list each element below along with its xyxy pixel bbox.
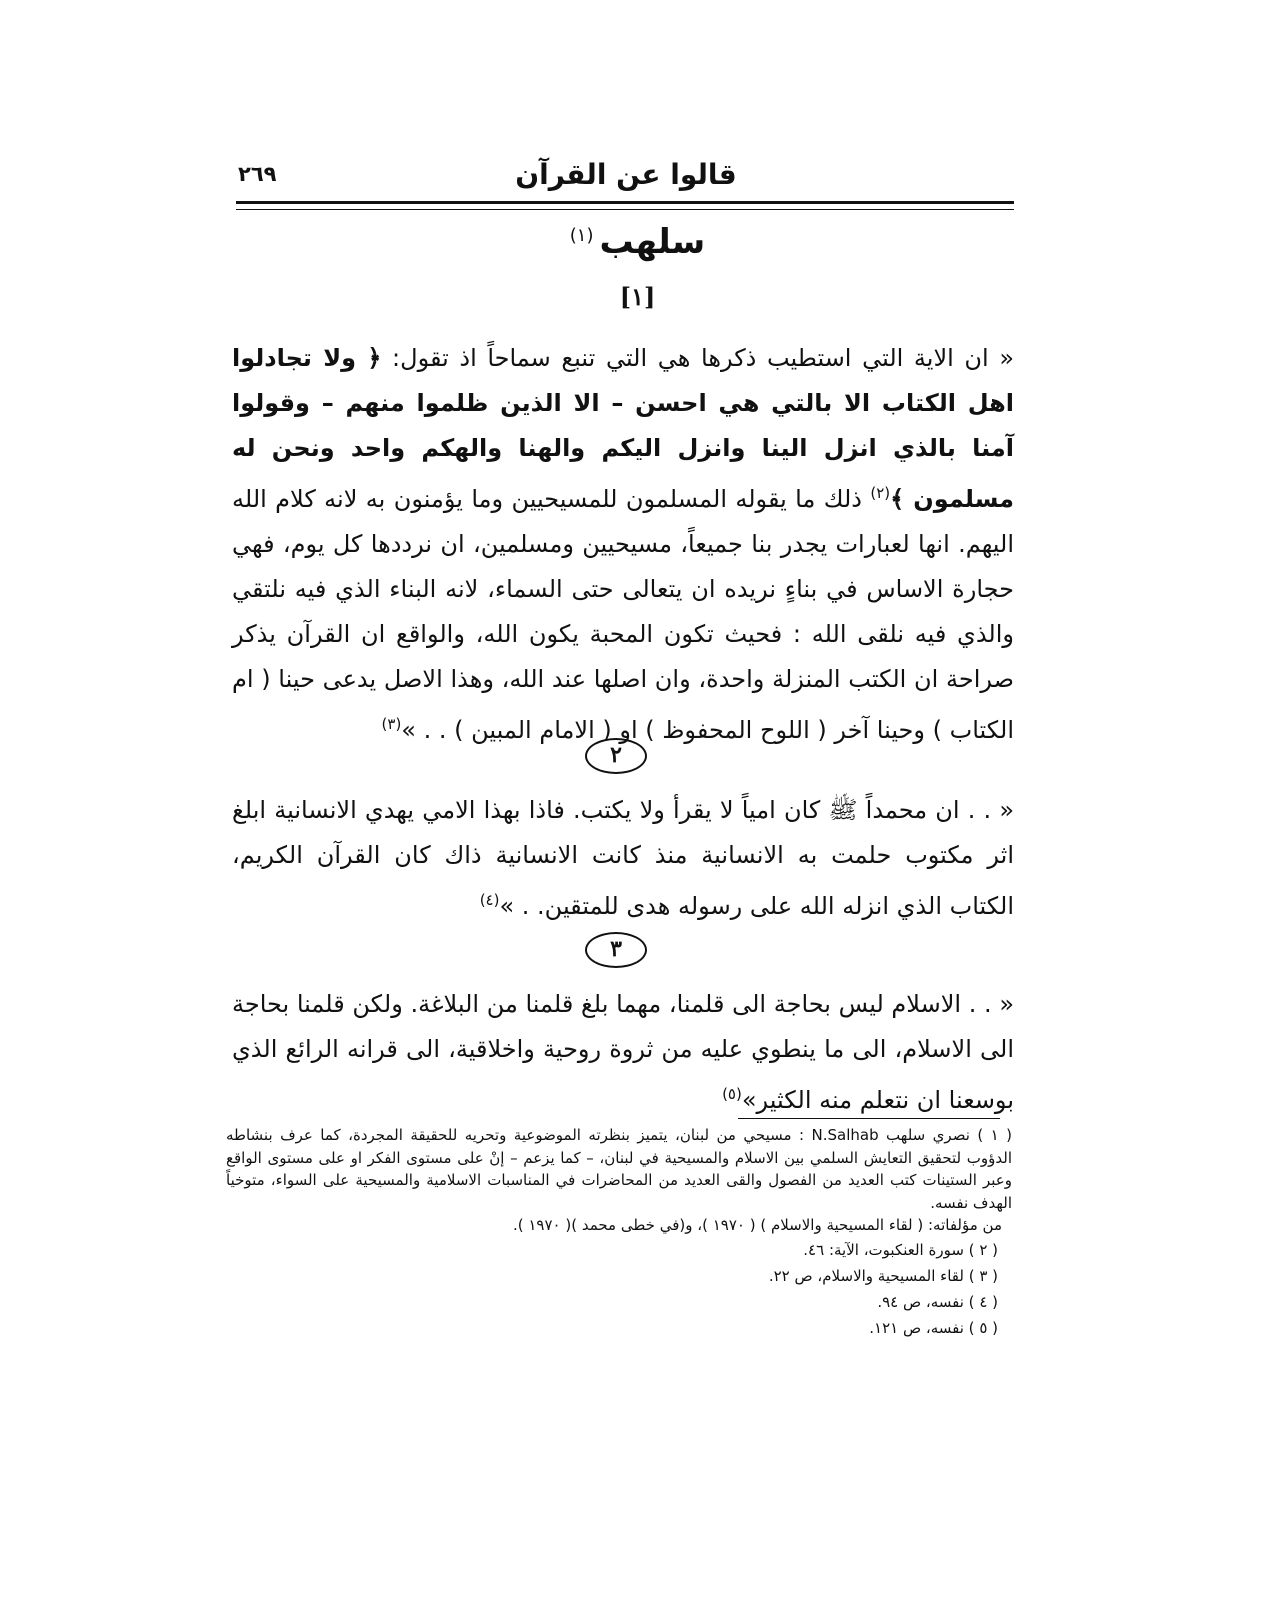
section-marker-2: ٢ <box>585 738 647 774</box>
footnote-4: ( ٤ ) نفسه، ص ٩٤. <box>877 1292 998 1311</box>
page-number: ٢٦٩ <box>238 162 277 186</box>
footnote-5: ( ٥ ) نفسه، ص ١٢١. <box>869 1318 998 1337</box>
footnotes <box>226 1124 1012 1341</box>
footnote-1-works: من مؤلفاته: ( لقاء المسيحية والاسلام ) ( ١٩٧٠ )، و(في خطى محمد )( ١٩٧٠ ). <box>512 1216 1002 1234</box>
running-title: قالوا عن القرآن <box>515 158 737 191</box>
footnote-1: ( ١ ) نصري سلهب N.Salhab : مسيحي من لبنان، يتميز بنظرته الموضوعية وتحريه للحقيقة المجردة، كما عرف بنشاطه الدؤوب لتحقيق التعايش السلمي بين الاسلام والمسيحية في لبنان، – كما يزعم – إنْ على مستوى الفكر او على مستوى الواقع وعبر الستينات كتب العديد من الفصول والقى العديد من المحاضرات في المناسبات الاسلامية والمسيحية على السواء، متوخياً الهدف نفسه. <box>226 1126 1013 1212</box>
quran-quote: ﴿ ولا تجادلوا اهل الكتاب الا بالتي هي احسن – الا الذين ظلموا منهم – وقولوا آمنا بالذي انزل الينا وانزل اليكم والهنا والهكم واحد ونحن له مسلمون ﴾ <box>232 344 1014 513</box>
section-marker-3: ٣ <box>585 932 647 968</box>
paragraph-2-note-ref: (٤) <box>479 891 500 909</box>
paragraph-2-body: « . . ان محمداً ﷺ كان امياً لا يقرأ ولا يكتب. فاذا بهذا الامي يهدي الانسانية ابلغ اثر مكتوب حلمت به الانسانية منذ كانت الانسانية ذاك كان القرآن الكريم، الكتاب الذي انزله الله على رسوله هدى للمتقين. . » <box>232 796 1014 920</box>
chapter-title-text: سلهب <box>599 222 706 262</box>
paragraph-1-intro: « ان الاية التي استطيب ذكرها هي التي تنبع سماحاً اذ تقول: <box>381 344 1015 372</box>
paragraph-1-note-ref: (٣) <box>381 715 402 733</box>
footnote-rule <box>738 1118 1000 1119</box>
footnote-3: ( ٣ ) لقاء المسيحية والاسلام، ص ٢٢. <box>768 1266 998 1285</box>
paragraph-3-note-ref: (٥) <box>722 1085 742 1103</box>
chapter-note-ref: (١) <box>569 224 594 246</box>
paragraph-2 <box>232 788 1014 929</box>
quote-note-ref: (٢) <box>870 484 891 502</box>
paragraph-1 <box>232 336 1014 753</box>
paragraph-3 <box>232 982 1014 1123</box>
paragraph-1-body: ذلك ما يقوله المسلمون للمسيحيين وما يؤمنون به لانه كلام الله اليهم. انها لعبارات يجدر بنا جميعاً، مسيحيين ومسلمين، ان نرددها كل يوم، فهي حجارة الاساس في بناءٍ نريده ان يتعالى حتى السماء، لانه البناء الذي فيه نلتقي والذي فيه نلقى الله : فحيث تكون المحبة يكون الله، والواقع ان القرآن يذكر صراحة ان الكتب المنزلة واحدة، وان اصلها عند الله، وهذا الاصل يدعى حينا ( ام الكتاب ) وحينا آخر ( اللوح المحفوظ ) او ( الامام المبين ) . . » <box>232 485 1014 744</box>
section-marker-1: [١] <box>619 282 656 311</box>
paragraph-3-body: « . . الاسلام ليس بحاجة الى قلمنا، مهما بلغ قلمنا من البلاغة. ولكن قلمنا بحاجة الى الاسلام، الى ما ينطوي عليه من ثروة روحية واخلاقية، الى قرانه الرائع الذي بوسعنا ان نتعلم منه الكثير» <box>232 990 1014 1114</box>
chapter-title <box>0 222 1275 262</box>
footnote-2: ( ٢ ) سورة العنكبوت، الآية: ٤٦. <box>803 1240 998 1259</box>
page-header <box>238 158 1014 202</box>
header-double-rule <box>236 201 1014 210</box>
